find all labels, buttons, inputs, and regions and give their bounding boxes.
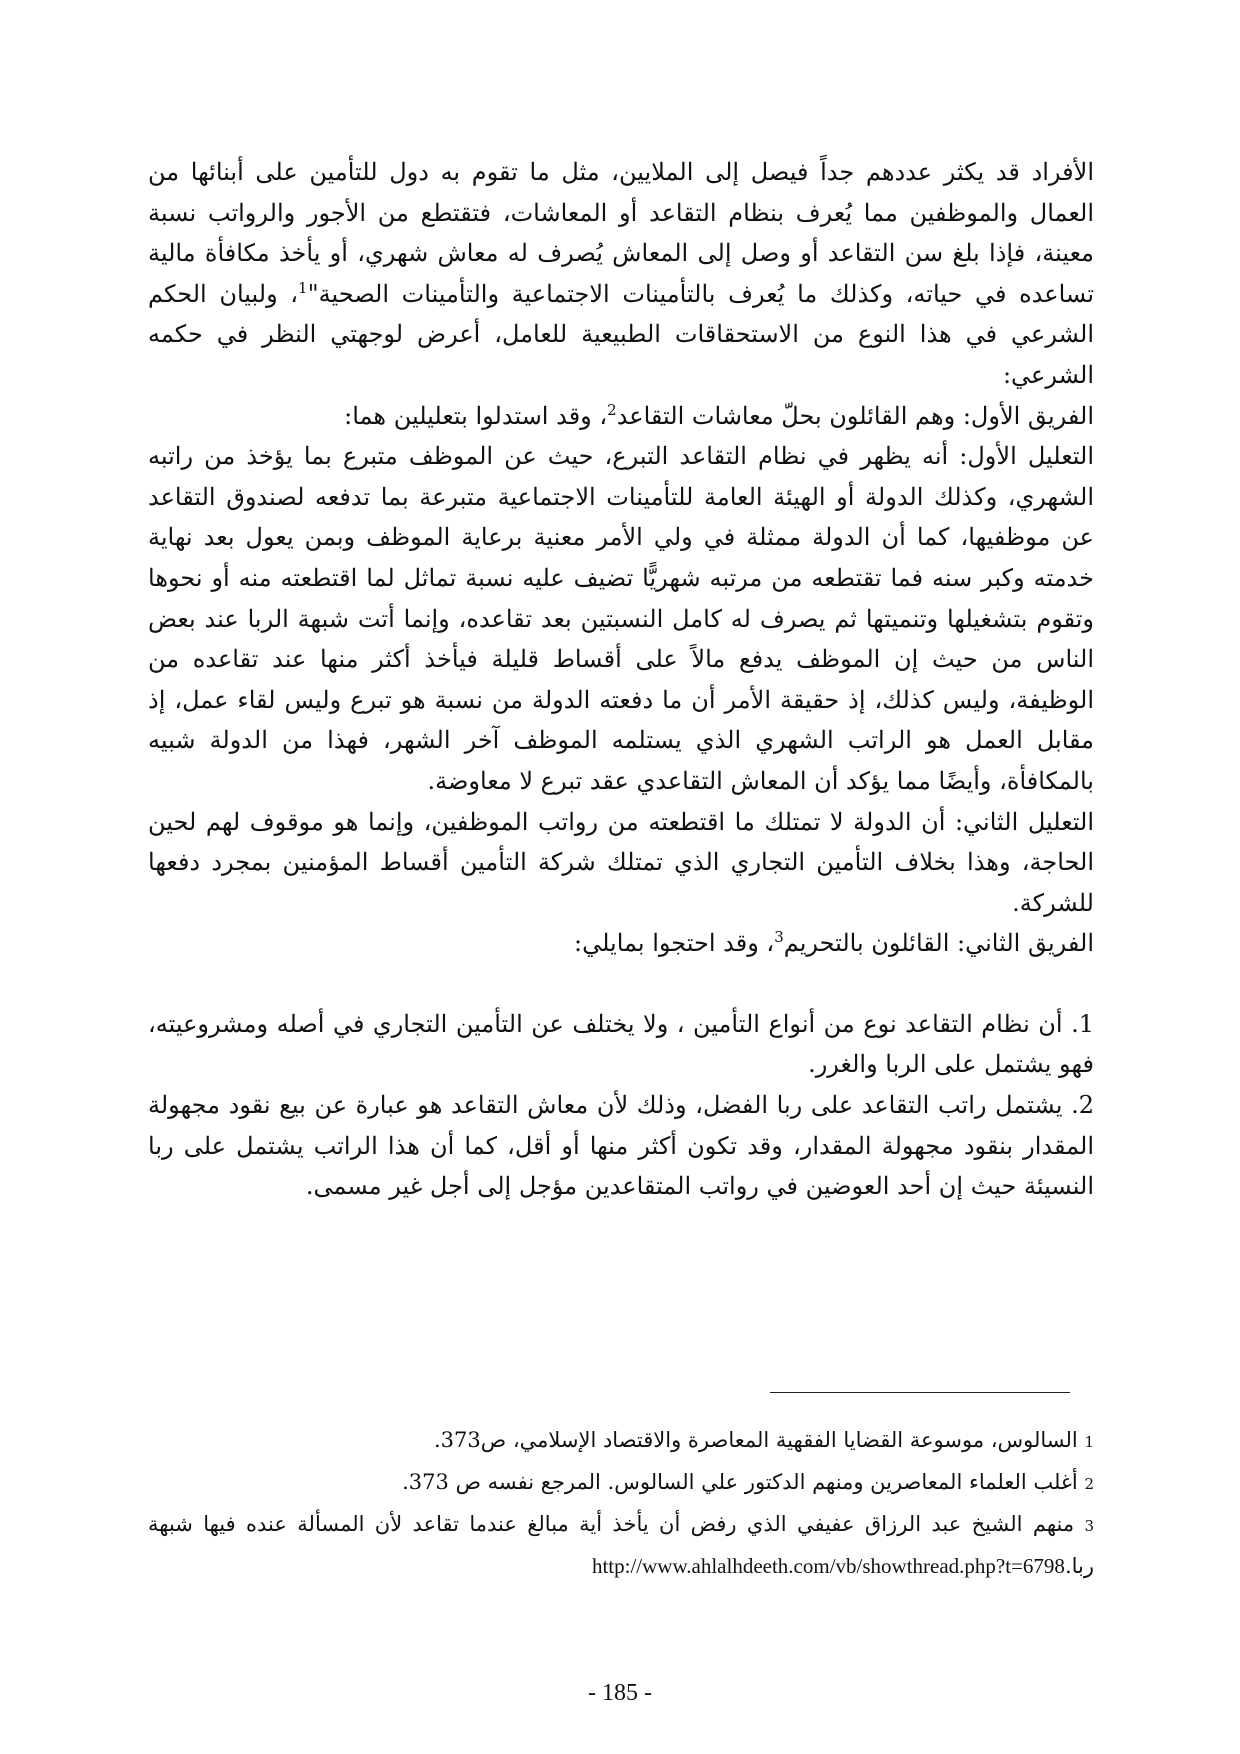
paragraph-second-reason: التعليل الثاني: أن الدولة لا تمتلك ما اقتطعته من رواتب الموظفين، وإنما هو موقوف لهم لحين الحاجة، وهذا بخلاف التأمين التجاري الذي تمتلك شركة التأمين أقساط المؤمنين بمجرد دفعها للشركة.: [148, 807, 1094, 917]
paragraph-intro: الأفراد قد يكثر عددهم جداً فيصل إلى الملايين، مثل ما تقوم به دول للتأمين على أبنائها من العمال والموظفين مما يُعرف بنظام التقاعد أو المعاشات، فتقتطع من الأجور والرواتب نسبة معينة، فإذا بلغ سن التقاعد أو وصل إلى المعاش يُصرف له معاش شهري، أو يأخذ مكافأة مالية تساعده في حياته، وكذلك ما يُعرف بالتأمينات الاجتماعية والتأمينات الصحية"$^1$، ولبيان الحكم الشرعي في هذا النوع من الاستحقاقات الطبيعية للعامل، أعرض لوجهتي النظر في حكمه الشرعي:: [148, 158, 1095, 389]
page-number: - 185 -: [588, 1680, 652, 1706]
footnote-2: 2 أغلب العلماء المعاصرين ومنهم الدكتور علي السالوس. المرجع نفسه ص 373.: [402, 1470, 1094, 1494]
list-item-2: 2. يشتمل راتب التقاعد على ربا الفضل، وذلك لأن معاش التقاعد هو عبارة عن بيع نقود مجهولة المقدار بنقود مجهولة المقدار، وقد تكون أكثر منها أو أقل، كما أن هذا الراتب يشتمل على ربا النسيئة حيث إن أحد العوضين في رواتب المتقاعدين مؤجل إلى أجل غير مسمى.: [148, 1091, 1094, 1201]
list-item-1: 1. أن نظام التقاعد نوع من أنواع التأمين ، ولا يختلف عن التأمين التجاري في أصله ومشروعيته، فهو يشتمل على الربا والغرر.: [148, 1009, 1094, 1079]
footnote-3: 3 منهم الشيخ عبد الرزاق عفيفي الذي رفض أن يأخذ أية مبالغ عندما تقاعد لأن المسألة عنده فيها شبهة ربا.http://www.ahlalhdeeth.com/vb/showthread.php?t=6798: [148, 1512, 1094, 1578]
footnote-link[interactable]: http://www.ahlalhdeeth.com/vb/showthread.php?t=6798: [591, 1554, 1065, 1578]
footnotes: [148, 1420, 1094, 1586]
footnote-ref-3[interactable]: 3: [774, 928, 784, 947]
paragraph-first-group: الفريق الأول: وهم القائلون بحلّ معاشات التقاعد$^2$، وقد استدلوا بتعليلين هما:: [344, 400, 1094, 430]
main-text: [148, 152, 1094, 1207]
footnote-divider: [770, 1392, 1070, 1393]
paragraph-first-reason: التعليل الأول: أنه يظهر في نظام التقاعد التبرع، حيث عن الموظف متبرع بما يؤخذ من راتبه الشهري، وكذلك الدولة أو الهيئة العامة للتأمينات الاجتماعية متبرعة بما تدفعه لصندوق التقاعد عن موظفيها، كما أن الدولة ممثلة في ولي الأمر معنية برعاية الموظف وبمن يعول بعد نهاية خدمته وكبر سنه فما تقتطعه من مرتبه شهريًّا تضيف عليه نسبة تماثل لما اقتطعته منه أو نحوها وتقوم بتشغيلها وتنميتها ثم يصرف له كامل النسبتين بعد تقاعده، وإنما أتت شبهة الربا عند بعض الناس من حيث إن الموظف يدفع مالاً على أقساط قليلة فيأخذ أكثر منها عند تقاعده من الوظيفة، وليس كذلك، إذ حقيقة الأمر أن ما دفعته الدولة من نسبة هو تبرع وليس لقاء عمل، إذ مقابل العمل هو الراتب الشهري الذي يستلمه الموظف آخر الشهر، فهذا من الدولة شبيه بالمكافأة، وأيضًا مما يؤكد أن المعاش التقاعدي عقد تبرع لا معاوضة.: [148, 442, 1094, 795]
footnote-ref-2[interactable]: 2: [607, 400, 617, 419]
paragraph-second-group: الفريق الثاني: القائلون بالتحريم$^3$، وقد احتجوا بمايلي:: [574, 928, 1094, 958]
footnote-ref-1[interactable]: 1: [298, 278, 308, 297]
footnote-1: 1 السالوس، موسوعة القضايا الفقهية المعاصرة والاقتصاد الإسلامي، ص373.: [433, 1428, 1094, 1452]
